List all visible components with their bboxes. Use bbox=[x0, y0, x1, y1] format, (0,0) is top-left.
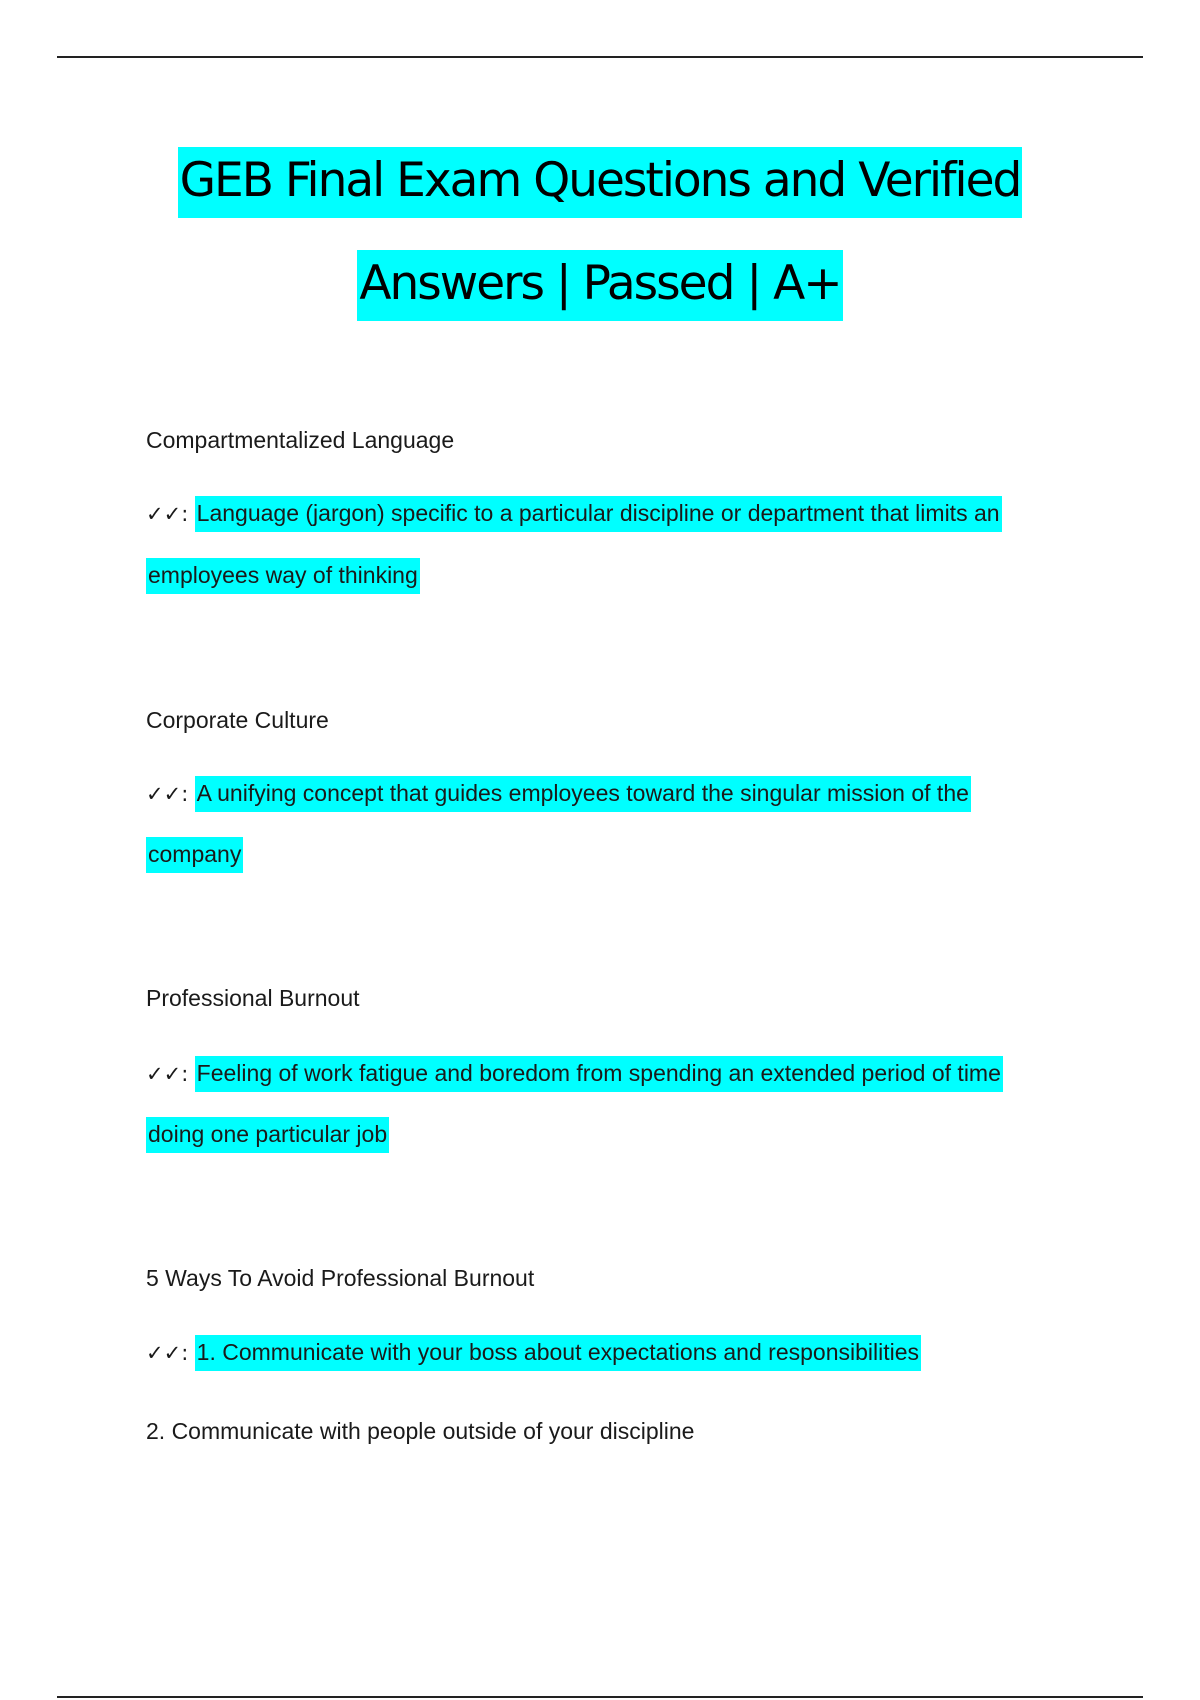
answer-professional-burnout-line-1 bbox=[146, 1060, 1003, 1087]
term-professional-burnout: Professional Burnout bbox=[146, 985, 360, 1011]
answer-highlight: employees way of thinking bbox=[146, 558, 420, 594]
footer-rule bbox=[57, 1696, 1143, 1698]
answer-highlight: company bbox=[146, 837, 243, 873]
answer-highlight: doing one particular job bbox=[146, 1117, 389, 1153]
header-rule bbox=[57, 56, 1143, 58]
answer-professional-burnout-line-2 bbox=[146, 1121, 389, 1148]
answer-corporate-culture-line-2 bbox=[146, 841, 243, 868]
answer-highlight: Feeling of work fatigue and boredom from spending an extended period of time bbox=[195, 1056, 1003, 1092]
answer-compartmentalized-language-line-2 bbox=[146, 562, 420, 589]
check-marker: ✓✓: bbox=[146, 782, 189, 806]
answer-highlight: 1. Communicate with your boss about expectations and responsibilities bbox=[195, 1335, 921, 1371]
check-marker: ✓✓: bbox=[146, 1062, 189, 1086]
answer-compartmentalized-language-line-1 bbox=[146, 500, 1002, 527]
answer-highlight: Language (jargon) specific to a particular discipline or department that limits an bbox=[195, 496, 1002, 532]
check-marker: ✓✓: bbox=[146, 1341, 189, 1365]
answer-highlight: A unifying concept that guides employees toward the singular mission of the bbox=[195, 776, 971, 812]
check-marker: ✓✓: bbox=[146, 502, 189, 526]
answer-ways-to-avoid-burnout-line-1 bbox=[146, 1339, 921, 1366]
term-ways-to-avoid-burnout: 5 Ways To Avoid Professional Burnout bbox=[146, 1265, 535, 1291]
answer-corporate-culture-line-1 bbox=[146, 780, 971, 807]
document-title-line-1: GEB Final Exam Questions and Verified bbox=[0, 153, 1200, 208]
term-corporate-culture: Corporate Culture bbox=[146, 707, 329, 733]
document-title-line-2: Answers | Passed | A+ bbox=[0, 256, 1200, 311]
term-compartmentalized-language: Compartmentalized Language bbox=[146, 427, 455, 453]
answer-ways-to-avoid-burnout-line-2: 2. Communicate with people outside of your discipline bbox=[146, 1418, 695, 1444]
